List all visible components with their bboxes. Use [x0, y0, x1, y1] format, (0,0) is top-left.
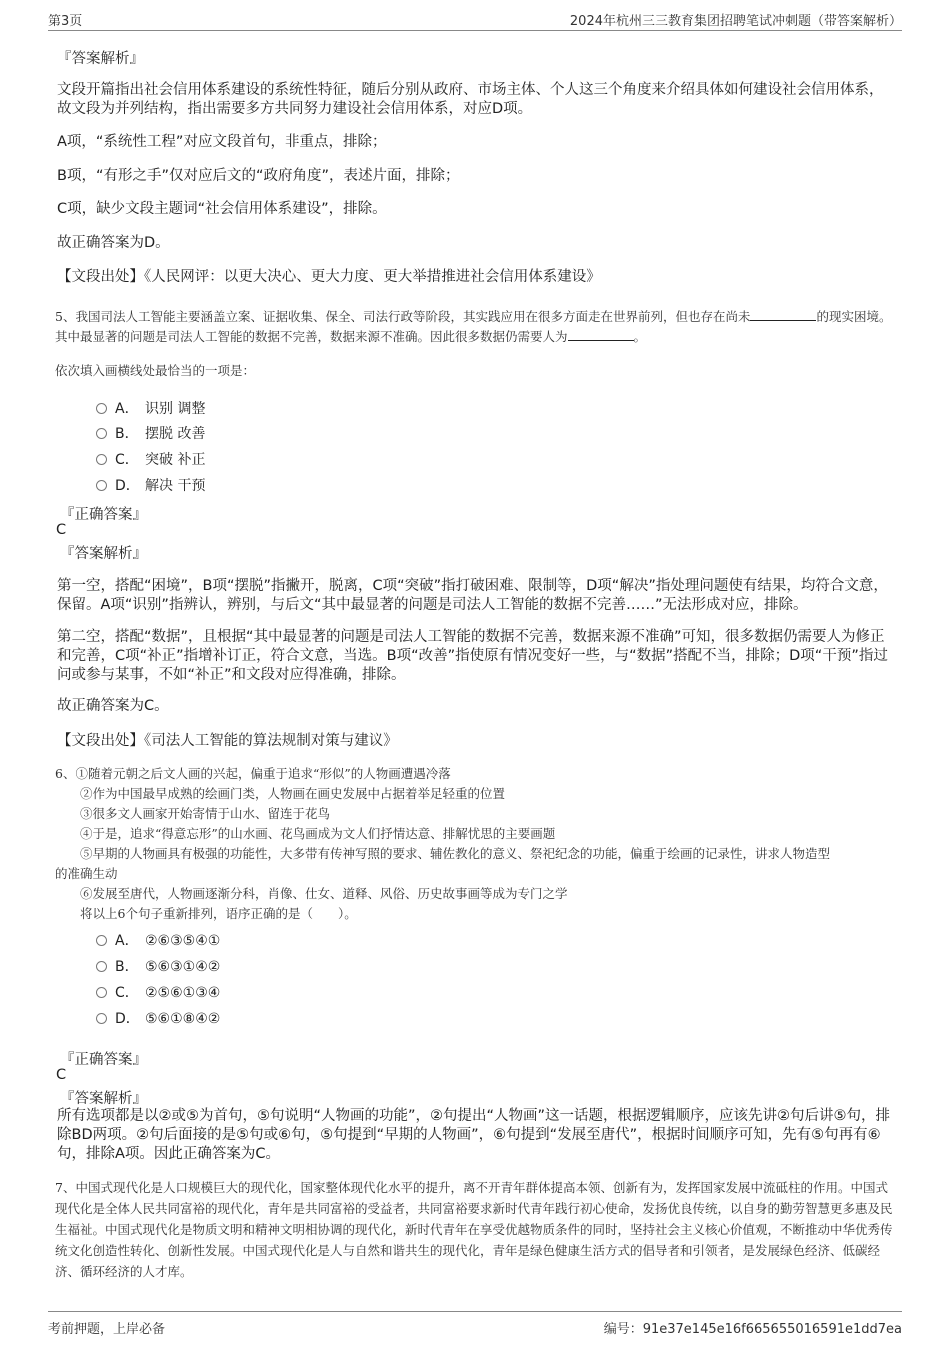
q6-analysis: 所有选项都是以②或⑤为首句，⑤句说明“人物画的功能”，②句提出“人物画”这一话题，根据逻辑顺序，应该先讲②句后讲⑤句，排除BD两项。②句后面接的是⑤句或⑥句，⑤句提到“早期的人物画”，⑥句提到“发展至唐代”，根据时间顺序可知，先有⑤句再有⑥句，排除A项。因此正确答案为C。	[57, 1108, 891, 1162]
q4-analysis-label: 『答案解析』	[57, 51, 144, 67]
q6-sentence-1: 6、①随着元朝之后文人画的兴起，偏重于追求“形似”的人物画遭遇冷落	[55, 766, 451, 781]
q5-analysis-label: 『答案解析』	[60, 546, 147, 562]
q6-option-a[interactable]	[96, 930, 220, 950]
option-text: ②⑥③⑤④①	[145, 933, 221, 949]
q4-analysis-p3: B项，“有形之手”仅对应后文的“政府角度”，表述片面，排除；	[57, 168, 460, 184]
option-letter: A．	[115, 401, 139, 417]
q6-prompt: 将以上6个句子重新排列，语序正确的是（ ）。	[80, 906, 357, 921]
option-text: 解决 干预	[145, 478, 206, 494]
radio-icon[interactable]	[96, 454, 107, 465]
q6-option-d[interactable]	[96, 1008, 220, 1028]
q6-answer-label: 『正确答案』	[60, 1052, 147, 1068]
option-text: 识别 调整	[145, 401, 206, 417]
radio-icon[interactable]	[96, 403, 107, 414]
q5-stem-part1: 5、我国司法人工智能主要涵盖立案、证据收集、保全、司法行政等阶段，其实践应用在很多方面走在世界前列，但也存在尚未	[55, 309, 751, 324]
q4-conclusion: 故正确答案为D。	[57, 235, 170, 251]
q5-analysis-p1: 第一空，搭配“困境”，B项“摆脱”指撇开，脱离，C项“突破”指打破困难、限制等，D项“解决”指处理问题使有结果，均符合文意，保留。A项“识别”指辨认，辨别，与后文“其中最显著的问题是司法人工智能的数据不完善……”无法形成对应，排除。	[57, 578, 888, 613]
q5-option-a[interactable]	[96, 398, 205, 418]
q6-sentence-4: ④于是，追求“得意忘形”的山水画、花鸟画成为文人们抒情达意、排解忧思的主要画题	[80, 826, 556, 841]
q6-sentence-3: ③很多文人画家开始寄情于山水、留连于花鸟	[80, 806, 331, 821]
option-text: ②⑤⑥①③④	[145, 985, 221, 1001]
option-letter: B．	[115, 959, 139, 975]
q5-answer: C	[56, 522, 67, 538]
q6-analysis-label: 『答案解析』	[60, 1091, 147, 1107]
option-text: ⑤⑥①⑧④②	[145, 1011, 221, 1027]
page-footer	[48, 1311, 902, 1342]
footer-serial: 编号：91e37e145e16f665655016591e1dd7ea	[603, 1322, 902, 1337]
q4-source: 【文段出处】《人民网评：以更大决心、更大力度、更大举措推进社会信用体系建设》	[57, 269, 601, 285]
radio-icon[interactable]	[96, 480, 107, 491]
q6-sentence-2: ②作为中国最早成熟的绘画门类，人物画在画史发展中占据着举足轻重的位置	[80, 786, 506, 801]
q7-text: 7、中国式现代化是人口规模巨大的现代化，国家整体现代化水平的提升，离不开青年群体提高本领、创新有为，发挥国家发展中流砥柱的作用。中国式现代化是全体人民共同富裕的现代化，青年是共同富裕的受益者，共同富裕要求新时代青年践行初心使命，发扬优良传统，以自身的勤劳智慧更多惠及民生福祉。中国式现代化是物质文明和精神文明相协调的现代化，新时代青年在享受优越物质条件的同时，坚持社会主义核心价值观，不断推动中华优秀传统文化创造性转化、创新性发展。中国式现代化是人与自然和谐共生的现代化，青年是绿色健康生活方式的倡导者和引领者，是发展绿色经济、低碳经济、循环经济的人才库。	[55, 1180, 893, 1279]
q4-analysis-p1: 文段开篇指出社会信用体系建设的系统性特征，随后分别从政府、市场主体、个人这三个角度来介绍具体如何建设社会信用体系，故文段为并列结构，指出需要多方共同努力建设社会信用体系，对应D项。	[57, 82, 884, 117]
q5-option-b[interactable]	[96, 423, 205, 443]
radio-icon[interactable]	[96, 428, 107, 439]
q5-prompt: 依次填入画横线处最恰当的一项是：	[55, 363, 256, 378]
page-number: 第3页	[48, 14, 83, 29]
q5-conclusion: 故正确答案为C。	[57, 698, 169, 714]
footer-slogan: 考前押题，上岸必备	[48, 1322, 166, 1337]
option-letter: A．	[115, 933, 139, 949]
q5-stem-part2: 的现实困境。其中最显著的问题是司法人工智能的数据不完善，数据来源不准确。因此很多数据仍需要人为	[55, 309, 892, 344]
radio-icon[interactable]	[96, 935, 107, 946]
q5-blank-2	[568, 328, 634, 341]
q6-option-b[interactable]	[96, 956, 220, 976]
radio-icon[interactable]	[96, 961, 107, 972]
option-letter: B．	[115, 426, 139, 442]
q5-answer-label: 『正确答案』	[60, 507, 147, 523]
radio-icon[interactable]	[96, 987, 107, 998]
q5-option-c[interactable]	[96, 449, 205, 469]
option-text: ⑤⑥③①④②	[145, 959, 221, 975]
q4-analysis-p2: A项，“系统性工程”对应文段首句，非重点，排除；	[57, 134, 387, 150]
q6-answer: C	[56, 1067, 67, 1083]
option-text: 摆脱 改善	[145, 426, 206, 442]
q5-source: 【文段出处】《司法人工智能的算法规制对策与建议》	[57, 733, 398, 749]
q5-blank-1	[750, 308, 816, 321]
q6-sentence-5: ⑤早期的人物画具有极强的功能性，大多带有传神写照的要求、辅佐教化的意义、祭祀纪念的功能，偏重于绘画的记录性，讲求人物造型	[80, 846, 831, 861]
q5-analysis-p2: 第二空，搭配“数据”，且根据“其中最显著的问题是司法人工智能的数据不完善，数据来源不准确”可知，很多数据仍需要人为修正和完善，C项“补正”指增补订正，符合文意，当选。B项“改善”指使原有情况变好一些，与“数据”搭配不当，排除；D项“干预”指过问或参与某事，不如“补正”和文段对应得准确，排除。	[57, 629, 888, 683]
page-header	[48, 6, 902, 31]
q6-sentence-5-cont: 的准确生动	[55, 866, 118, 881]
radio-icon[interactable]	[96, 1013, 107, 1024]
q6-sentence-6: ⑥发展至唐代，人物画逐渐分科，肖像、仕女、道释、风俗、历史故事画等成为专门之学	[80, 886, 568, 901]
q5-option-d[interactable]	[96, 475, 205, 495]
option-letter: C．	[115, 452, 139, 468]
q5-stem-end: 。	[633, 329, 647, 344]
q6-option-c[interactable]	[96, 982, 220, 1002]
option-letter: C．	[115, 985, 139, 1001]
option-letter: D．	[115, 1011, 140, 1027]
document-title: 2024年杭州三三教育集团招聘笔试冲刺题（带答案解析）	[569, 14, 902, 29]
q5-stem	[55, 307, 897, 347]
option-letter: D．	[115, 478, 140, 494]
option-text: 突破 补正	[145, 452, 206, 468]
q4-analysis-p4: C项，缺少文段主题词“社会信用体系建设”，排除。	[57, 201, 387, 217]
